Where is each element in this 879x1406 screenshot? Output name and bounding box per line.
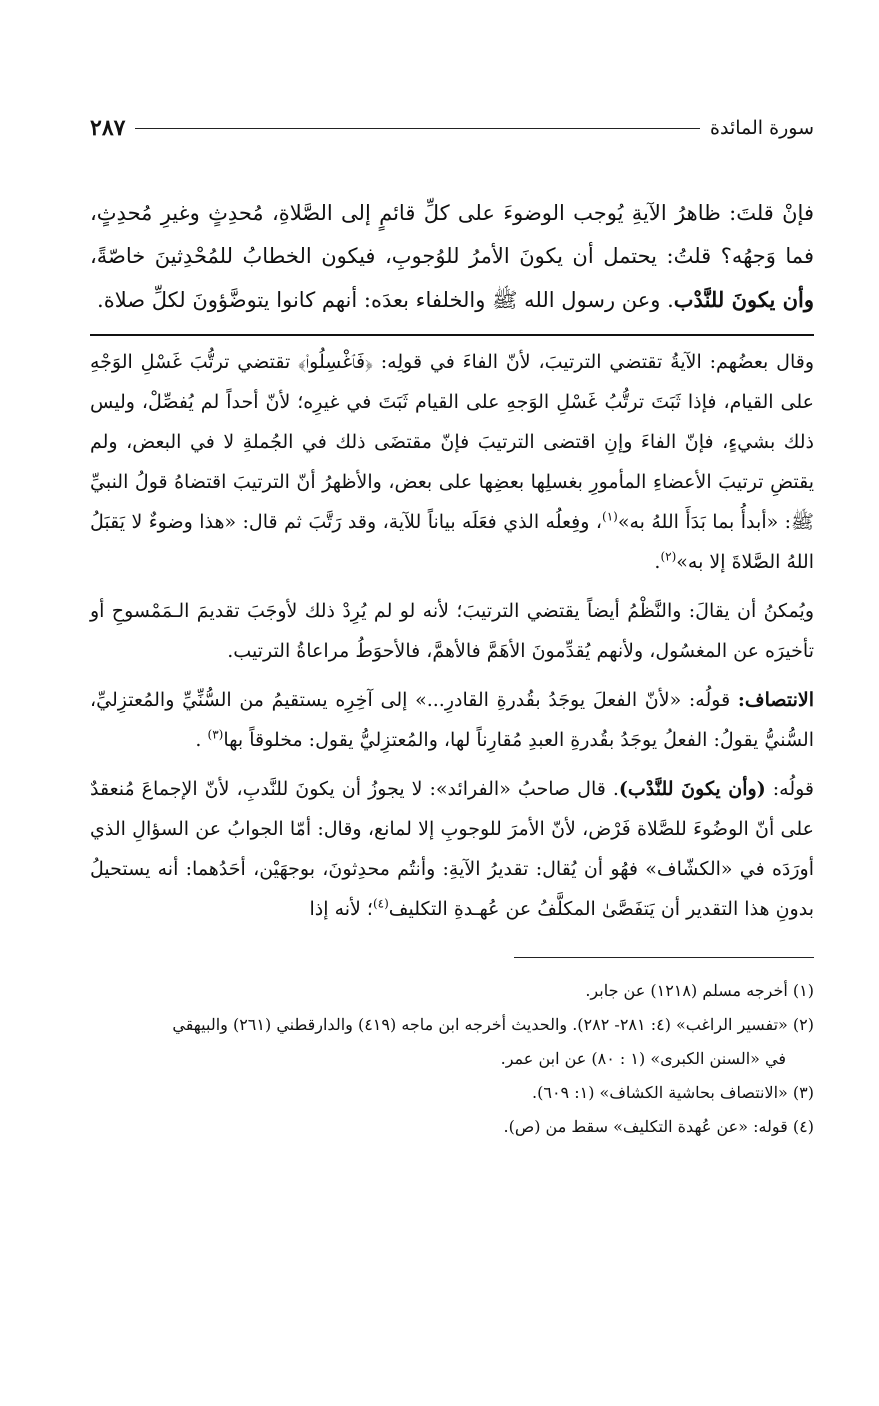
commentary-span: .: [654, 551, 661, 573]
footnote-3: (٣) «الانتصاف بحاشية الكشاف» (١: ٦٠٩).: [532, 1083, 814, 1102]
footnote-2-continuation: في «السنن الكبرى» (١ : ٨٠) عن ابن عمر.: [500, 1049, 786, 1068]
commentary-paragraph: [90, 680, 814, 760]
header-rule: [135, 128, 700, 129]
document-page: [90, 108, 814, 1144]
commentary-span: قولُه:: [765, 778, 815, 800]
footnote-2: (٢) «تفسير الراغب» (٤: ٢٨١- ٢٨٢). والحديث أخرجه ابن ماجه (٤١٩) والدارقطني (٢٦١) والبيهقي: [172, 1015, 814, 1034]
footnote-ref: (١): [602, 509, 618, 524]
main-text-bold: وأن يكونَ للنَّدْب: [673, 287, 814, 312]
page-number: ٢٨٧: [90, 115, 126, 141]
footnote-ref: (٢): [660, 549, 677, 564]
commentary-heading: الانتصاف:: [737, 689, 814, 711]
commentary-bold: (وأن يكونَ للنَّدْب): [618, 778, 766, 800]
footnote-rule: [514, 957, 814, 958]
section-divider: [90, 334, 814, 336]
commentary-span: ويُمكنُ أن يقالَ: والنَّظْمُ أيضاً يقتضي الترتيبَ؛ لأنه لو لم يُرِدْ ذلك لأوجَبَ تقديمَ الـمَمْسوحِ أو تأخيرَه عن المغسُول، ولأنهم يُقدِّمونَ الأهَمَّ فالأهمَّ، فالأحوَطُ مراعاةُ الترتيب.: [90, 600, 814, 662]
main-text: [90, 192, 814, 322]
footnote-4: (٤) قوله: «عن عُهدة التكليف» سقط من (ص).: [503, 1117, 814, 1136]
main-text-part: فإنْ قلتَ: ظاهرُ الآيةِ يُوجب الوضوءَ على كلِّ قائمٍ إلى الصَّلاةِ، مُحدِثٍ وغيرِ مُحدِثٍ، فما وَجهُه؟ قلتُ: يحتمل أن يكونَ الأمرُ للوُجوبِ، فيكون الخطابُ للمُحْدِثينَ خاصّةً،: [90, 201, 814, 268]
commentary-span: . قال صاحبُ «الفرائد»: لا يجوزُ أن يكونَ للنَّدبِ، لأنّ الإجماعَ مُنعقدٌ على أنّ الوضُوءَ للصَّلاة فَرْض، لأنّ الأمرَ للوجوبِ إلا لمانع، وقال: أمّا الجوابُ عن السؤالِ الذي أورَدَه في «الكشّاف» فهُو أن يُقال: تقديرُ الآيةِ: وأنتُم محدِثونَ، بوجهَيْن، أحَدُهما: أنه يستحيلُ بدونِ هذا التقدير أن يَتفَصَّىٰ المكلَّفُ عن عُهـدةِ التكليف: [90, 778, 814, 920]
commentary-span: ؛ لأنه إذا: [309, 898, 373, 920]
footnote-ref: (٤): [372, 896, 389, 911]
commentary-paragraph: [90, 769, 814, 929]
commentary-paragraph: [90, 342, 814, 582]
commentary-span: وقال بعضُهم: الآيةُ تقتضي الترتيبَ، لأنّ الفاءَ في قولِه: ﴿فَٱغْسِلُوا۟﴾ تقتضي ترتُّبَ غَسْلِ الوَجْهِ على القيام، فإذا ثَبَتَ ترتُّبُ غَسْلِ الوَجهِ على القيام ثَبَتَ في غيرِه؛ لأنّ أحداً لم يُفصِّلْ، وليس ذلك بشيءٍ، فإنّ الفاءَ وإنِ اقتضى الترتيبَ فإنّ مقتضَى ذلك في الجُملةِ لا في البعض، ولم يقتضِ ترتيبَ الأعضاءِ المأمورِ بغسلِها بعضِها على بعض، والأظهرُ أنّ الترتيبَ اقتضاهُ قولُ النبيِّ ﷺ: «أبدأُ بما بَدَأَ اللهُ به»: [90, 351, 814, 533]
commentary-text: [90, 342, 814, 929]
footnote-1: (١) أخرجه مسلم (١٢١٨) عن جابر.: [585, 981, 814, 1000]
surah-title: سورة المائدة: [710, 117, 814, 139]
footnote-ref: (٣): [207, 727, 224, 742]
footnotes: [90, 974, 814, 1144]
page-header: [90, 108, 814, 148]
main-text-part: . وعن رسول الله ﷺ والخلفاء بعدَه: أنهم كانوا يتوضَّؤونَ لكلِّ صلاة.: [97, 288, 674, 312]
commentary-paragraph: [90, 591, 814, 671]
commentary-span: قولُه: «لأنّ الفعلَ يوجَدُ بقُدرةِ القادرِ...» إلى آخِرِه يستقيمُ من السُّنِّيِّ والمُعتزِليِّ، السُّنيُّ يقولُ: الفعلُ يوجَدُ بقُدرةِ العبدِ مُقارِناً لها، والمُعتزِليُّ يقول: مخلوقاً بها: [90, 689, 814, 751]
commentary-span: .: [195, 729, 208, 751]
commentary-span: ، وفِعلُه الذي فعَلَه بياناً للآية، وقد رَتَّبَ ثم قال: «هذا وضوءٌ لا يَقبَلُ اللهُ الصَّلاةَ إلا به»: [90, 511, 814, 573]
